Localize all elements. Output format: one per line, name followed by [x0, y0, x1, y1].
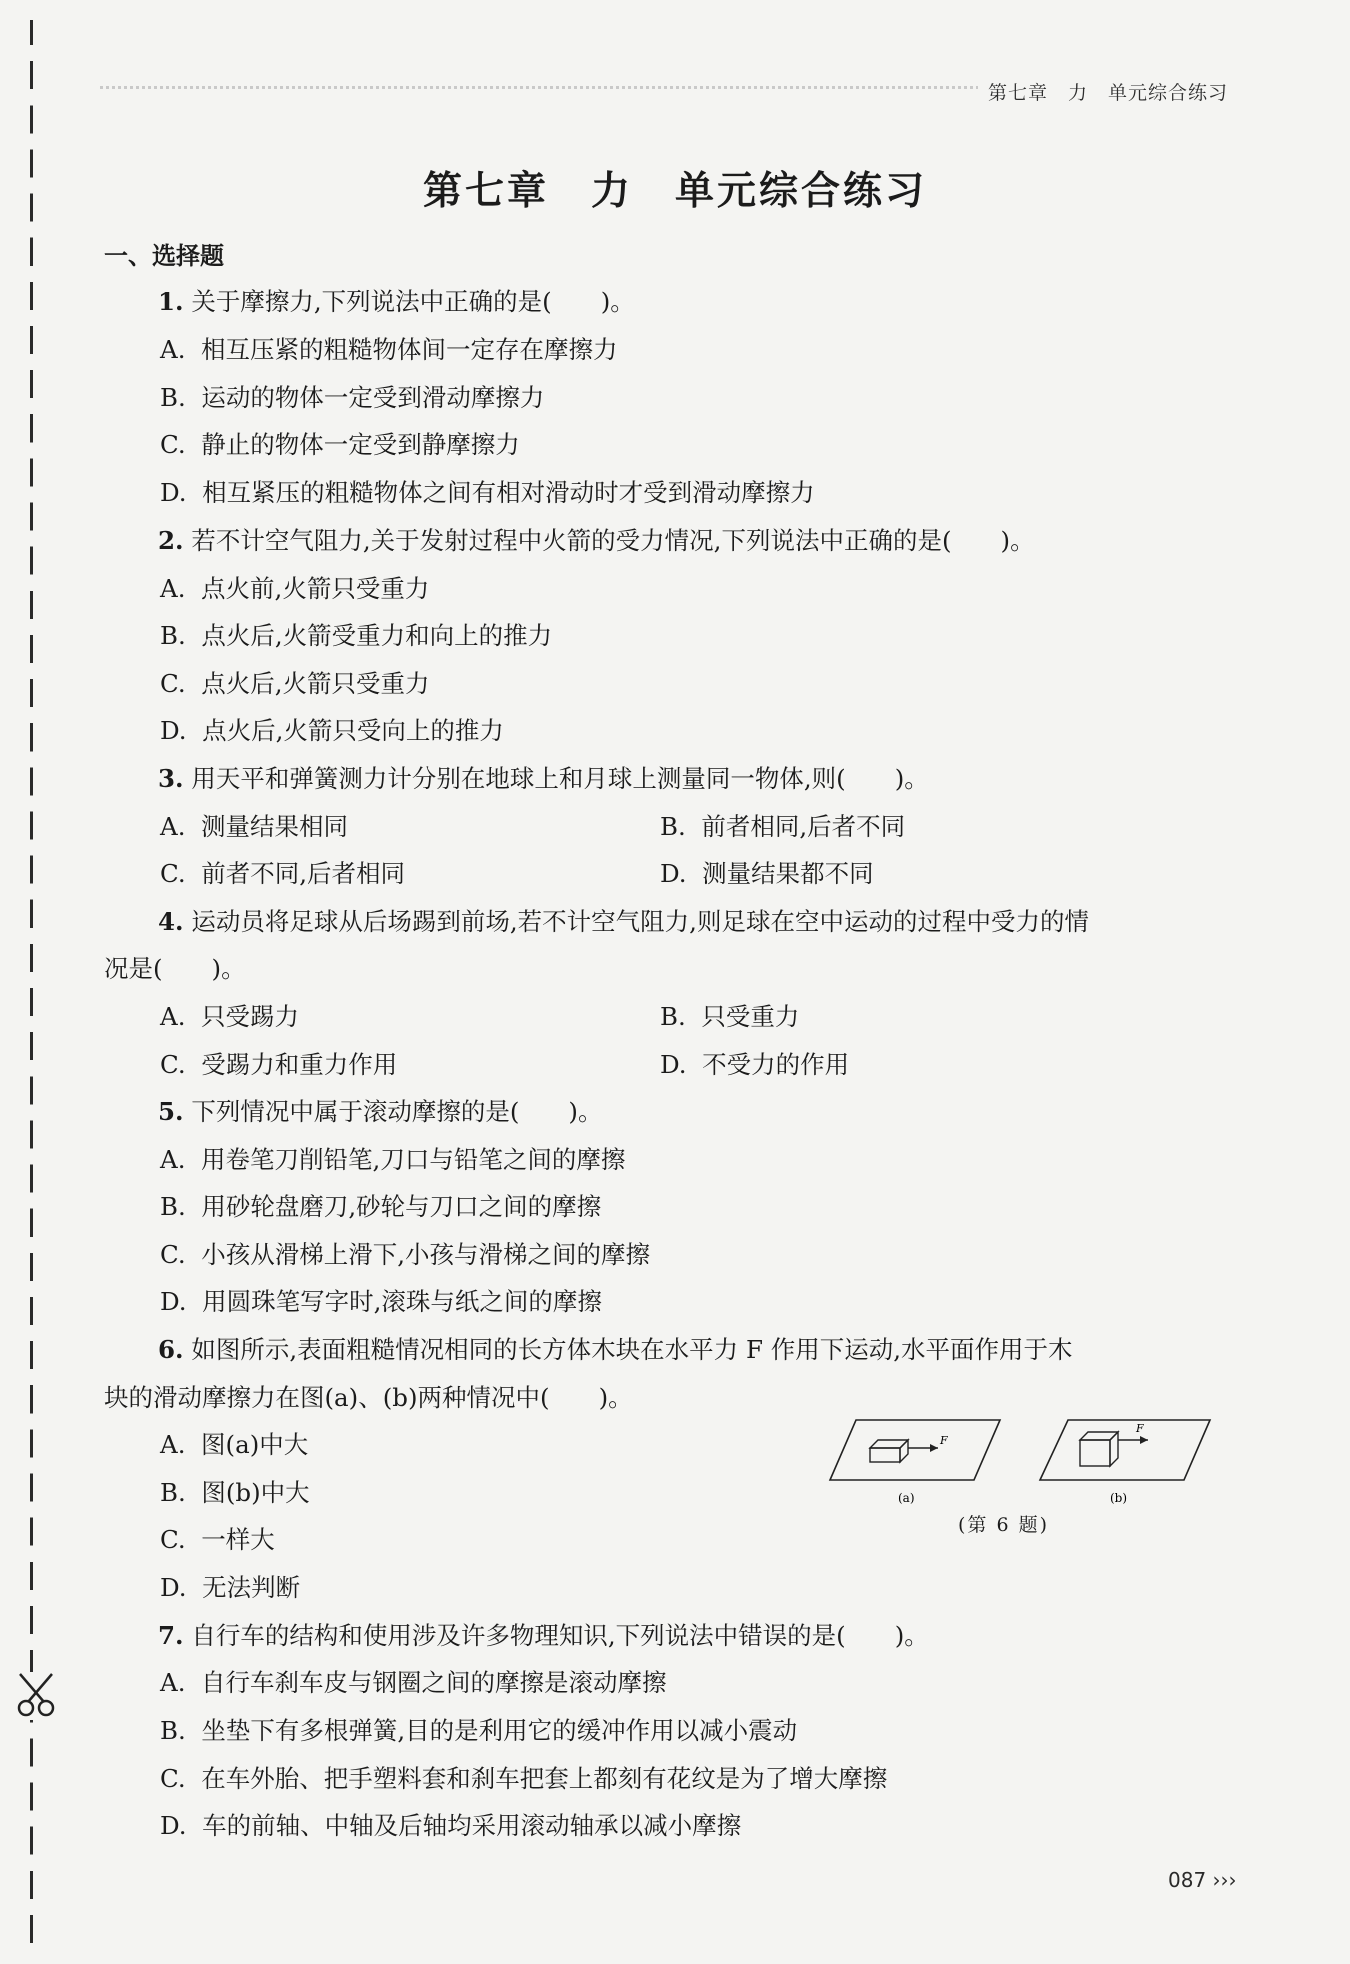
- option: C. 静止的物体一定受到静摩擦力: [160, 430, 520, 459]
- option: B. 图(b)中大: [160, 1478, 310, 1507]
- option: D. 用圆珠笔写字时,滚珠与纸之间的摩擦: [160, 1287, 602, 1316]
- option: D. 测量结果都不同: [660, 859, 874, 888]
- option: B. 只受重力: [660, 1002, 800, 1031]
- figure-a: [830, 1420, 1000, 1505]
- option: B. 用砂轮盘磨刀,砂轮与刀口之间的摩擦: [160, 1192, 602, 1221]
- option: D. 不受力的作用: [660, 1050, 850, 1079]
- question-5: 5. 下列情况中属于滚动摩擦的是( )。: [158, 1097, 603, 1126]
- option: A. 用卷笔刀削铅笔,刀口与铅笔之间的摩擦: [160, 1145, 626, 1174]
- running-header: 第七章 力 单元综合练习: [978, 78, 1228, 105]
- scissors-icon: [14, 1672, 58, 1720]
- option: C. 点火后,火箭只受重力: [160, 669, 430, 698]
- option: C. 在车外胎、把手塑料套和刹车把套上都刻有花纹是为了增大摩擦: [160, 1764, 888, 1793]
- option: D. 点火后,火箭只受向上的推力: [160, 716, 504, 745]
- option: D. 相互紧压的粗糙物体之间有相对滑动时才受到滑动摩擦力: [160, 478, 815, 507]
- option: A. 测量结果相同: [160, 812, 349, 841]
- option: C. 前者不同,后者相同: [160, 859, 406, 888]
- page-title: 第七章 力 单元综合练习: [422, 169, 927, 214]
- option: A. 点火前,火箭只受重力: [160, 574, 430, 603]
- option: C. 一样大: [160, 1525, 275, 1554]
- option: D. 车的前轴、中轴及后轴均采用滚动轴承以减小摩擦: [160, 1811, 742, 1840]
- option: B. 前者相同,后者不同: [660, 812, 906, 841]
- option: B. 坐垫下有多根弹簧,目的是利用它的缓冲作用以减小震动: [160, 1716, 798, 1745]
- option: A. 图(a)中大: [160, 1430, 309, 1459]
- option: C. 受踢力和重力作用: [160, 1050, 398, 1079]
- force-label-a: F: [940, 1434, 948, 1447]
- cut-line: [30, 20, 33, 1950]
- figure-label-b: (b): [1110, 1491, 1128, 1505]
- option: A. 相互压紧的粗糙物体间一定存在摩擦力: [160, 335, 618, 364]
- figure-caption: (第 6 题): [958, 1514, 1049, 1536]
- option: C. 小孩从滑梯上滑下,小孩与滑梯之间的摩擦: [160, 1240, 651, 1269]
- question-4: 4. 运动员将足球从后场踢到前场,若不计空气阻力,则足球在空中运动的过程中受力的情: [158, 907, 1089, 936]
- page-number: 087 ›››: [1168, 1868, 1237, 1892]
- option: B. 点火后,火箭受重力和向上的推力: [160, 621, 553, 650]
- question-6: 6. 如图所示,表面粗糙情况相同的长方体木块在水平力 F 作用下运动,水平面作用于木: [158, 1335, 1073, 1364]
- question-6-continued: 块的滑动摩擦力在图(a)、(b)两种情况中( )。: [104, 1383, 633, 1412]
- option: A. 自行车刹车皮与钢圈之间的摩擦是滚动摩擦: [160, 1668, 667, 1697]
- header-rule: [100, 86, 980, 89]
- question-7: 7. 自行车的结构和使用涉及许多物理知识,下列说法中错误的是( )。: [158, 1621, 929, 1650]
- option: A. 只受踢力: [160, 1002, 300, 1031]
- force-label-b: F: [1136, 1422, 1144, 1435]
- question-3: 3. 用天平和弹簧测力计分别在地球上和月球上测量同一物体,则( )。: [158, 764, 929, 793]
- option: B. 运动的物体一定受到滑动摩擦力: [160, 383, 545, 412]
- question-2: 2. 若不计空气阻力,关于发射过程中火箭的受力情况,下列说法中正确的是( )。: [158, 526, 1035, 555]
- figure-label-a: (a): [898, 1491, 915, 1505]
- section-heading: 一、选择题: [104, 242, 224, 270]
- question-4-continued: 况是( )。: [104, 954, 246, 983]
- figure-b: [1040, 1420, 1210, 1505]
- question-1: 1. 关于摩擦力,下列说法中正确的是( )。: [158, 287, 635, 316]
- option: D. 无法判断: [160, 1573, 301, 1602]
